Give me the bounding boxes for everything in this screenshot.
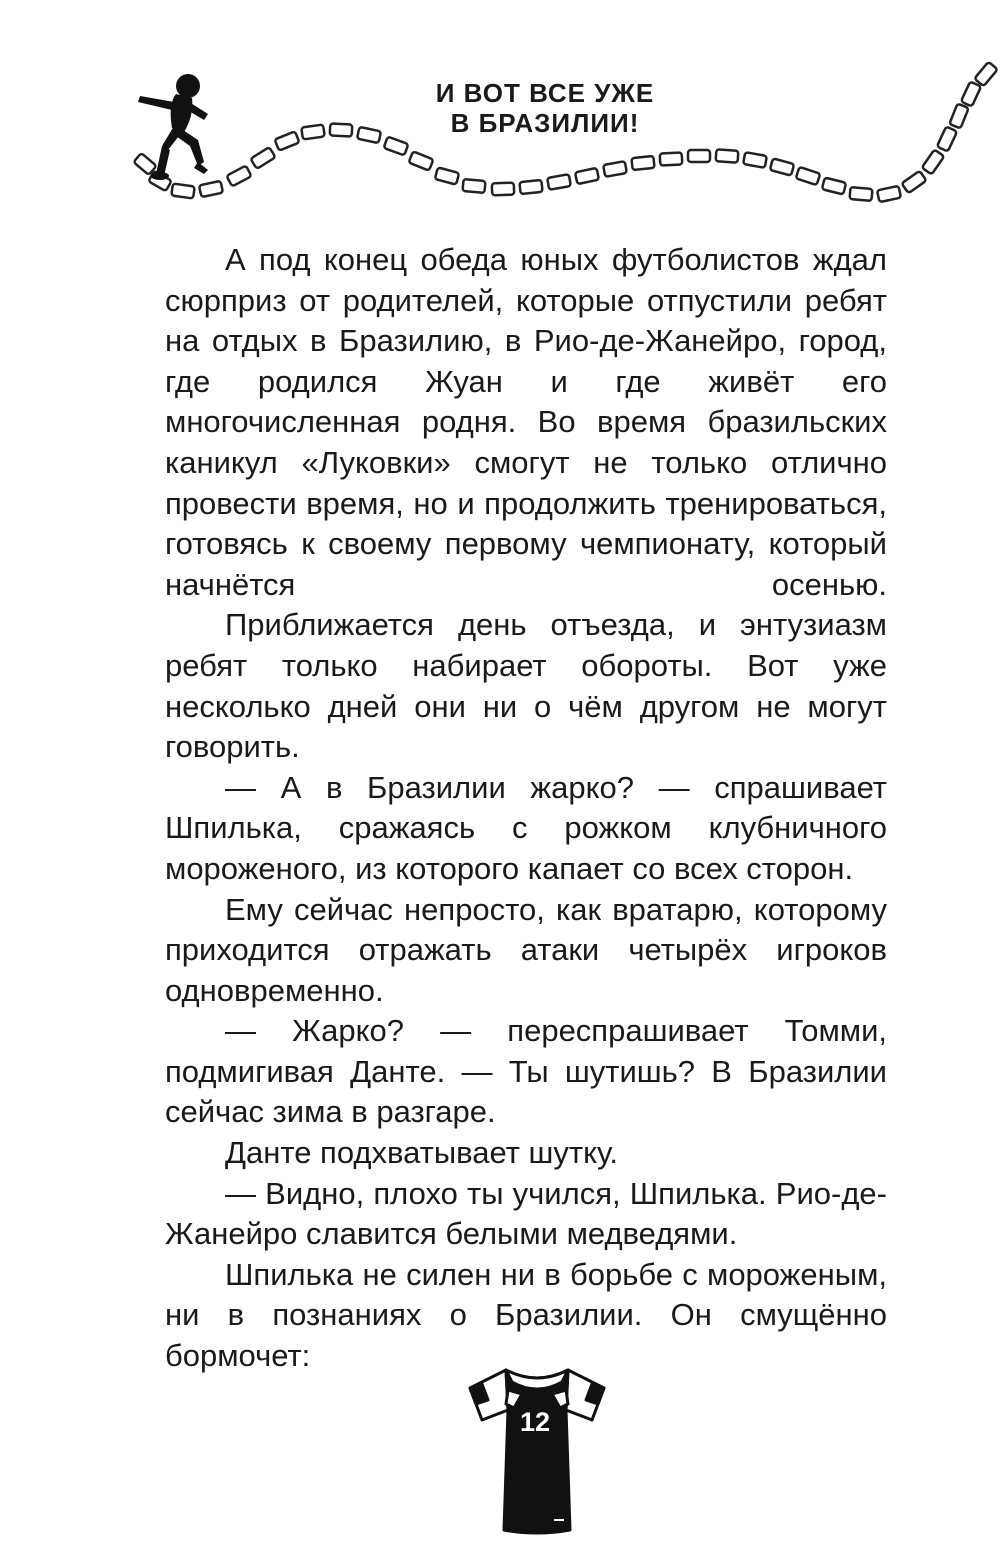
paragraph: Ему сейчас непросто, как вратарю, которому приходится отражать атаки четырёх игроков одновременно. [165, 891, 887, 1008]
chapter-title-line-1: И ВОТ ВСЕ УЖЕ [435, 78, 655, 108]
paragraph: Данте подхватывает шутку. [225, 1135, 619, 1171]
page-number: 12 [519, 1407, 551, 1437]
running-footballer-silhouette-icon [128, 70, 248, 185]
football-jersey-icon [462, 1360, 612, 1540]
paragraph: Шпилька не силен ни в борьбе с мороженым, ни в познаниях о Бразилии. Он смущённо бормочет: [165, 1256, 887, 1374]
chapter-title-line-2: В БРАЗИЛИИ! [450, 108, 640, 138]
paragraph: — Жарко? — переспрашивает Томми, подмигивая Данте. — Ты шутишь? В Бразилии сейчас зима в разгаре. [165, 1013, 887, 1130]
paragraph: — А в Бразилии жарко? — спрашивает Шпилька, сражаясь с рожком клубничного мороженого, из которого капает со всех сторон. [165, 769, 887, 886]
body-text [165, 240, 887, 1377]
paragraph: Приближается день отъезда, и энтузиазм ребят только набирает обороты. Вот уже несколько дней они ни о чём другом не могут говорить. [165, 607, 887, 765]
paragraph: — Видно, плохо ты учился, Шпилька. Рио-де-Жанейро славится белыми медведями. [165, 1175, 887, 1252]
paragraph: А под конец обеда юных футболистов ждал сюрприз от родителей, которые отпустили ребят на отдых в Бразилию, в Рио-де-Жанейро, город, где родился Жуан и где живёт его многочисленная родня. Во время бразильских каникул «Луковки» смогут не только отлично провести время, но и продолжить тренироваться, готовясь к своему первому чемпионату, который начнётся осенью. [165, 242, 887, 602]
chapter-header [0, 0, 1000, 220]
chapter-title [380, 78, 710, 138]
